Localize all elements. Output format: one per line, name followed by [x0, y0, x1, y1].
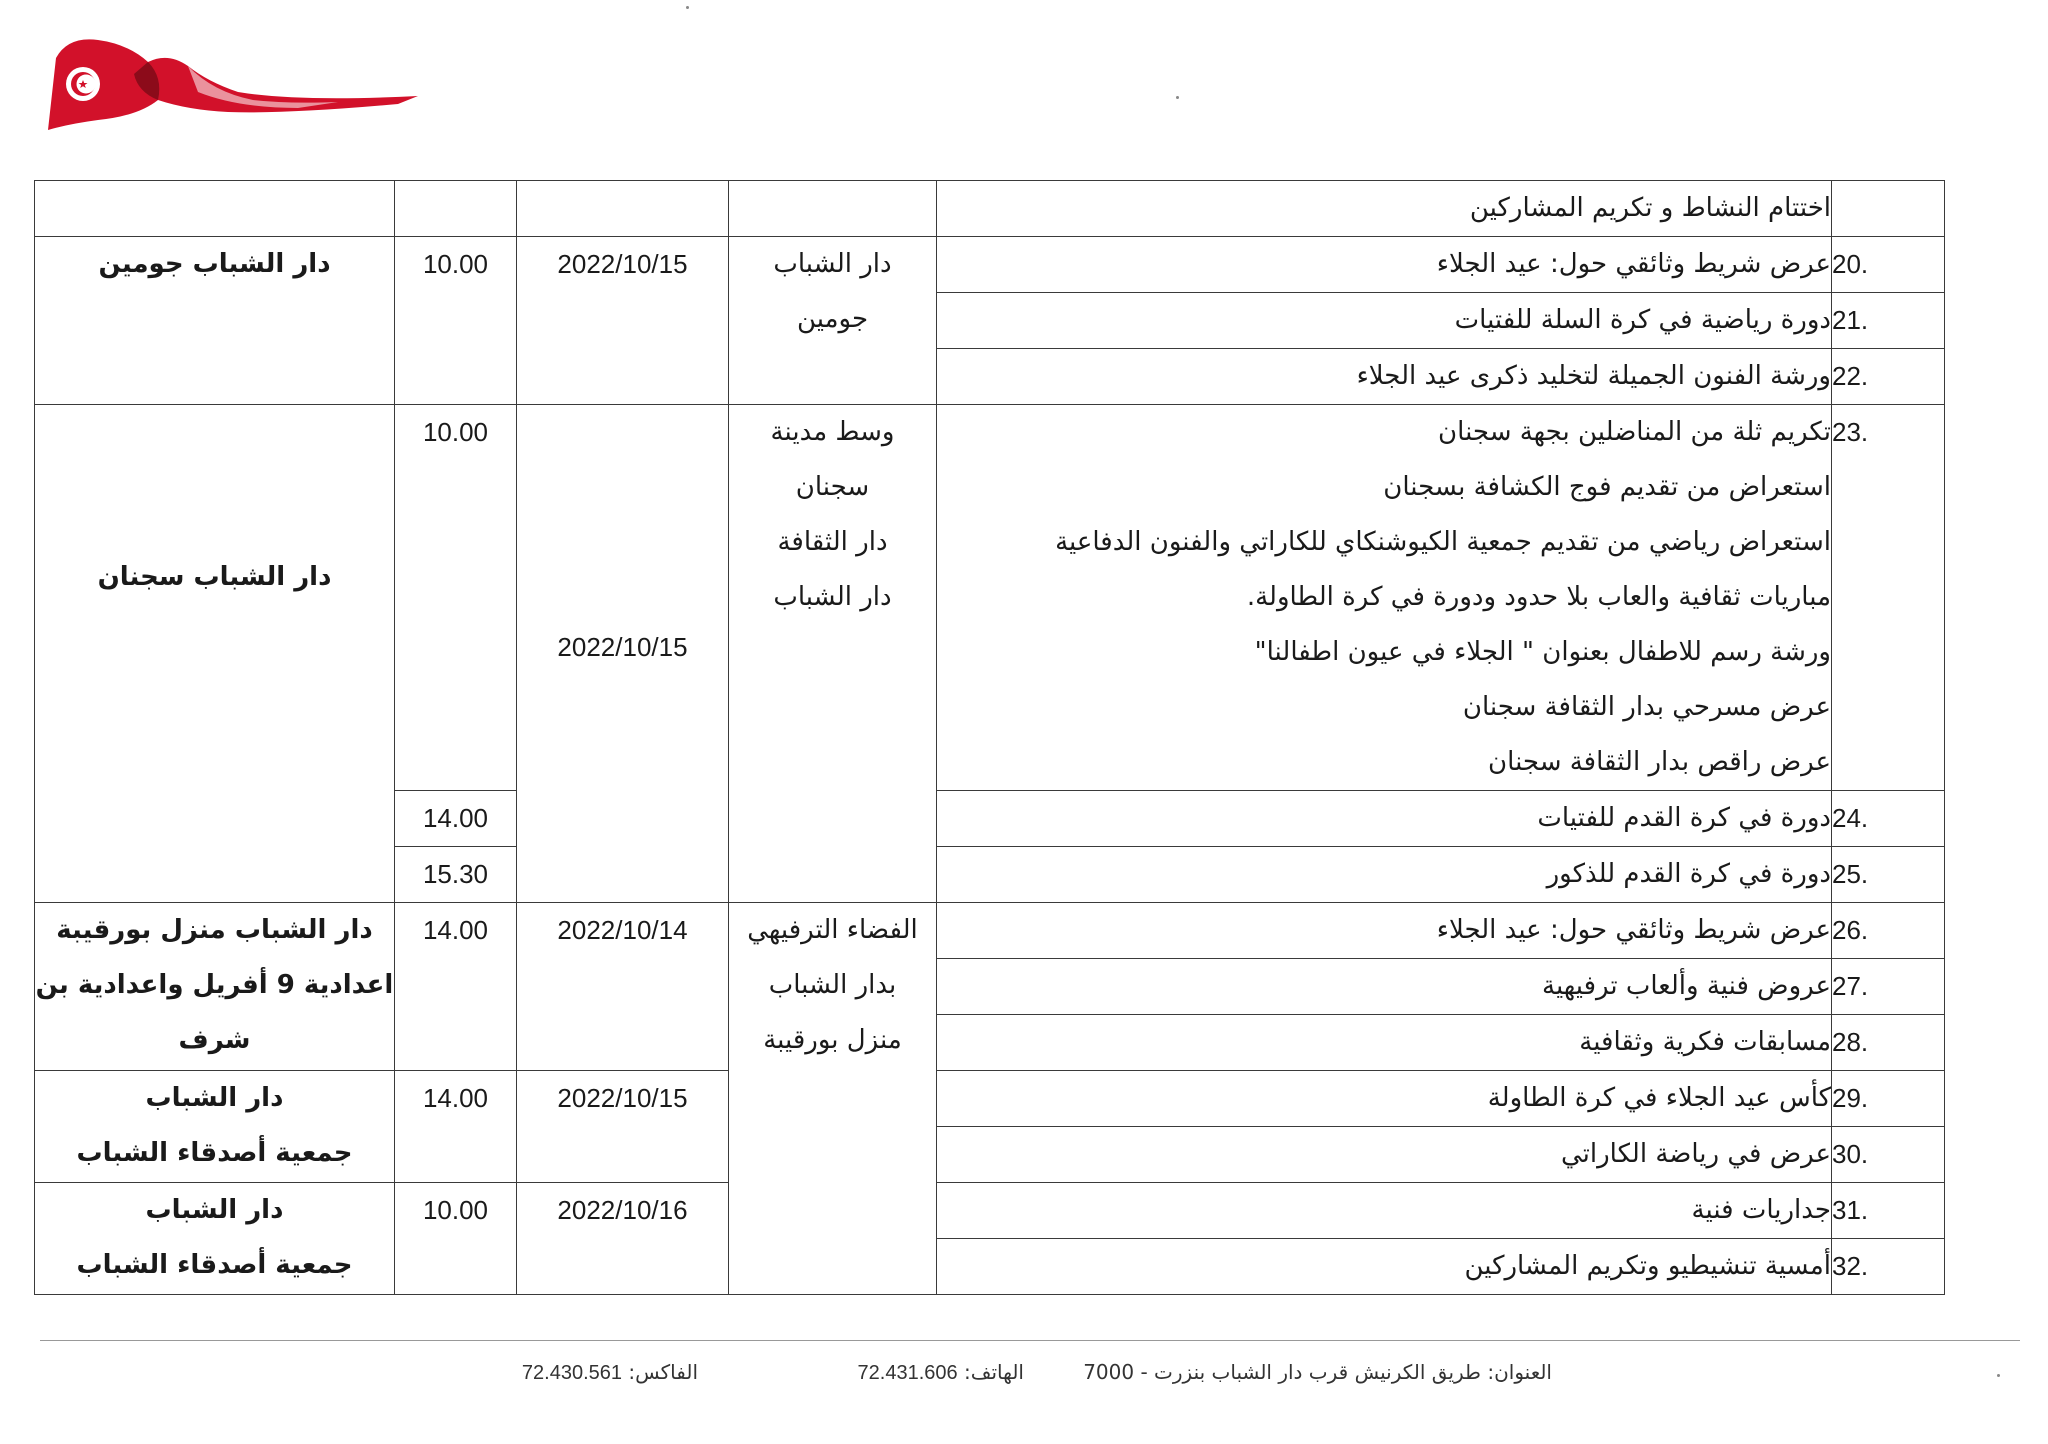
organizer-line: اعدادية 9 أفريل واعدادية بن	[35, 970, 394, 1000]
location-line: دار الشباب	[773, 582, 892, 612]
number-cell: 22.	[1832, 349, 1945, 405]
activity-cell: جداريات فنية	[937, 1183, 1832, 1239]
time-cell: 14.00	[395, 1071, 517, 1183]
tunisia-flag-ribbon-logo	[38, 22, 428, 130]
number-cell: 23.	[1832, 405, 1945, 791]
table-row	[35, 903, 1945, 959]
activity-cell: دورة في كرة القدم للذكور	[937, 847, 1832, 903]
location-line: الفضاء الترفيهي	[747, 915, 918, 945]
time-cell: 10.00	[395, 1183, 517, 1295]
address-label: العنوان:	[1487, 1360, 1552, 1384]
organizer-cell	[35, 903, 395, 1071]
time-cell: 15.30	[395, 847, 517, 903]
organizer-cell	[35, 181, 395, 237]
activity-line: استعراض رياضي من تقديم جمعية الكيوشنكاي للكاراتي والفنون الدفاعية	[1055, 527, 1831, 557]
footer-address	[1083, 1360, 1552, 1384]
table-row	[35, 181, 1945, 237]
activity-program-table	[34, 180, 1945, 1295]
footer-phone	[858, 1360, 1024, 1385]
location-line: دار الشباب	[773, 249, 892, 279]
location-line: منزل بورقيبة	[763, 1025, 902, 1055]
activity-cell: عروض فنية وألعاب ترفيهية	[937, 959, 1832, 1015]
activity-cell: ورشة الفنون الجميلة لتخليد ذكرى عيد الجلاء	[937, 349, 1832, 405]
activity-line: ورشة رسم للاطفال بعنوان " الجلاء في عيون اطفالنا"	[1254, 637, 1831, 667]
organizer-cell: دار الشباب جومين	[35, 237, 395, 405]
date-line: 2022/10/15	[557, 632, 688, 662]
footer-fax	[522, 1360, 698, 1385]
time-cell: 14.00	[395, 903, 517, 1071]
number-cell: 27.	[1832, 959, 1945, 1015]
date-cell: 2022/10/14	[517, 903, 729, 1071]
number-cell: 32.	[1832, 1239, 1945, 1295]
time-cell: 14.00	[395, 791, 517, 847]
scan-speck	[1176, 96, 1179, 99]
number-cell: 31.	[1832, 1183, 1945, 1239]
activity-line: عرض راقص بدار الثقافة سجنان	[1488, 747, 1831, 777]
time-cell: 10.00	[395, 405, 517, 791]
activity-cell: دورة في كرة القدم للفتيات	[937, 791, 1832, 847]
organizer-line: جمعية أصدقاء الشباب	[76, 1138, 353, 1168]
phone-value: 72.431.606	[857, 1362, 958, 1384]
number-cell: 29.	[1832, 1071, 1945, 1127]
time-cell	[395, 181, 517, 237]
time-cell: 10.00	[395, 237, 517, 405]
location-cell	[729, 237, 937, 405]
activity-cell: عرض شريط وثائقي حول: عيد الجلاء	[937, 903, 1832, 959]
scan-speck	[686, 6, 689, 9]
phone-label: الهاتف:	[964, 1360, 1024, 1384]
activity-cell: كأس عيد الجلاء في كرة الطاولة	[937, 1071, 1832, 1127]
scan-speck	[1997, 1374, 2000, 1377]
activity-line: مباريات ثقافية والعاب بلا حدود ودورة في كرة الطاولة.	[1246, 582, 1831, 612]
activity-line: تكريم ثلة من المناضلين بجهة سجنان	[1438, 417, 1831, 447]
date-cell: 2022/10/15	[517, 237, 729, 405]
activity-cell: عرض في رياضة الكاراتي	[937, 1127, 1832, 1183]
number-cell: 21.	[1832, 293, 1945, 349]
activity-line: استعراض من تقديم فوج الكشافة بسجنان	[1383, 472, 1831, 502]
date-cell	[517, 181, 729, 237]
activity-cell: عرض شريط وثائقي حول: عيد الجلاء	[937, 237, 1832, 293]
activity-cell: مسابقات فكرية وثقافية	[937, 1015, 1832, 1071]
location-line: وسط مدينة	[770, 417, 895, 447]
table-row	[35, 237, 1945, 293]
organizer-line: شرف	[178, 1025, 251, 1055]
number-cell: 30.	[1832, 1127, 1945, 1183]
number-cell: 20.	[1832, 237, 1945, 293]
table-row	[35, 1183, 1945, 1239]
date-cell: 2022/10/15	[517, 1071, 729, 1183]
date-cell: 2022/10/16	[517, 1183, 729, 1295]
number-cell: 28.	[1832, 1015, 1945, 1071]
activity-cell	[937, 405, 1832, 791]
address-value: طريق الكرنيش قرب دار الشباب بنزرت - 7000	[1083, 1360, 1481, 1384]
fax-value: 72.430.561	[521, 1362, 623, 1384]
activity-cell: دورة رياضية في كرة السلة للفتيات	[937, 293, 1832, 349]
organizer-cell	[35, 1183, 395, 1295]
location-line: بدار الشباب	[768, 970, 897, 1000]
location-cell	[729, 903, 937, 1295]
fax-label: الفاكس:	[628, 1360, 698, 1384]
organizer-line: دار الشباب سجنان	[97, 562, 332, 592]
location-line: سجنان	[795, 472, 870, 502]
organizer-line: جمعية أصدقاء الشباب	[76, 1250, 353, 1280]
organizer-line: دار الشباب	[145, 1195, 284, 1225]
number-cell: 26.	[1832, 903, 1945, 959]
location-cell	[729, 405, 937, 903]
number-cell	[1832, 181, 1945, 237]
number-cell: 24.	[1832, 791, 1945, 847]
location-cell	[729, 181, 937, 237]
table-row	[35, 1071, 1945, 1127]
activity-cell: أمسية تنشيطيو وتكريم المشاركين	[937, 1239, 1832, 1295]
organizer-cell	[35, 405, 395, 903]
activity-cell: اختتام النشاط و تكريم المشاركين	[937, 181, 1832, 237]
organizer-line: دار الشباب منزل بورقيبة	[56, 915, 373, 945]
date-cell	[517, 405, 729, 903]
organizer-cell	[35, 1071, 395, 1183]
footer-divider	[40, 1340, 2020, 1341]
organizer-line: دار الشباب	[145, 1083, 284, 1113]
location-line: جومين	[796, 304, 869, 334]
activity-line: عرض مسرحي بدار الثقافة سجنان	[1462, 692, 1831, 722]
location-line: دار الثقافة	[777, 527, 888, 557]
number-cell: 25.	[1832, 847, 1945, 903]
table-row	[35, 405, 1945, 791]
